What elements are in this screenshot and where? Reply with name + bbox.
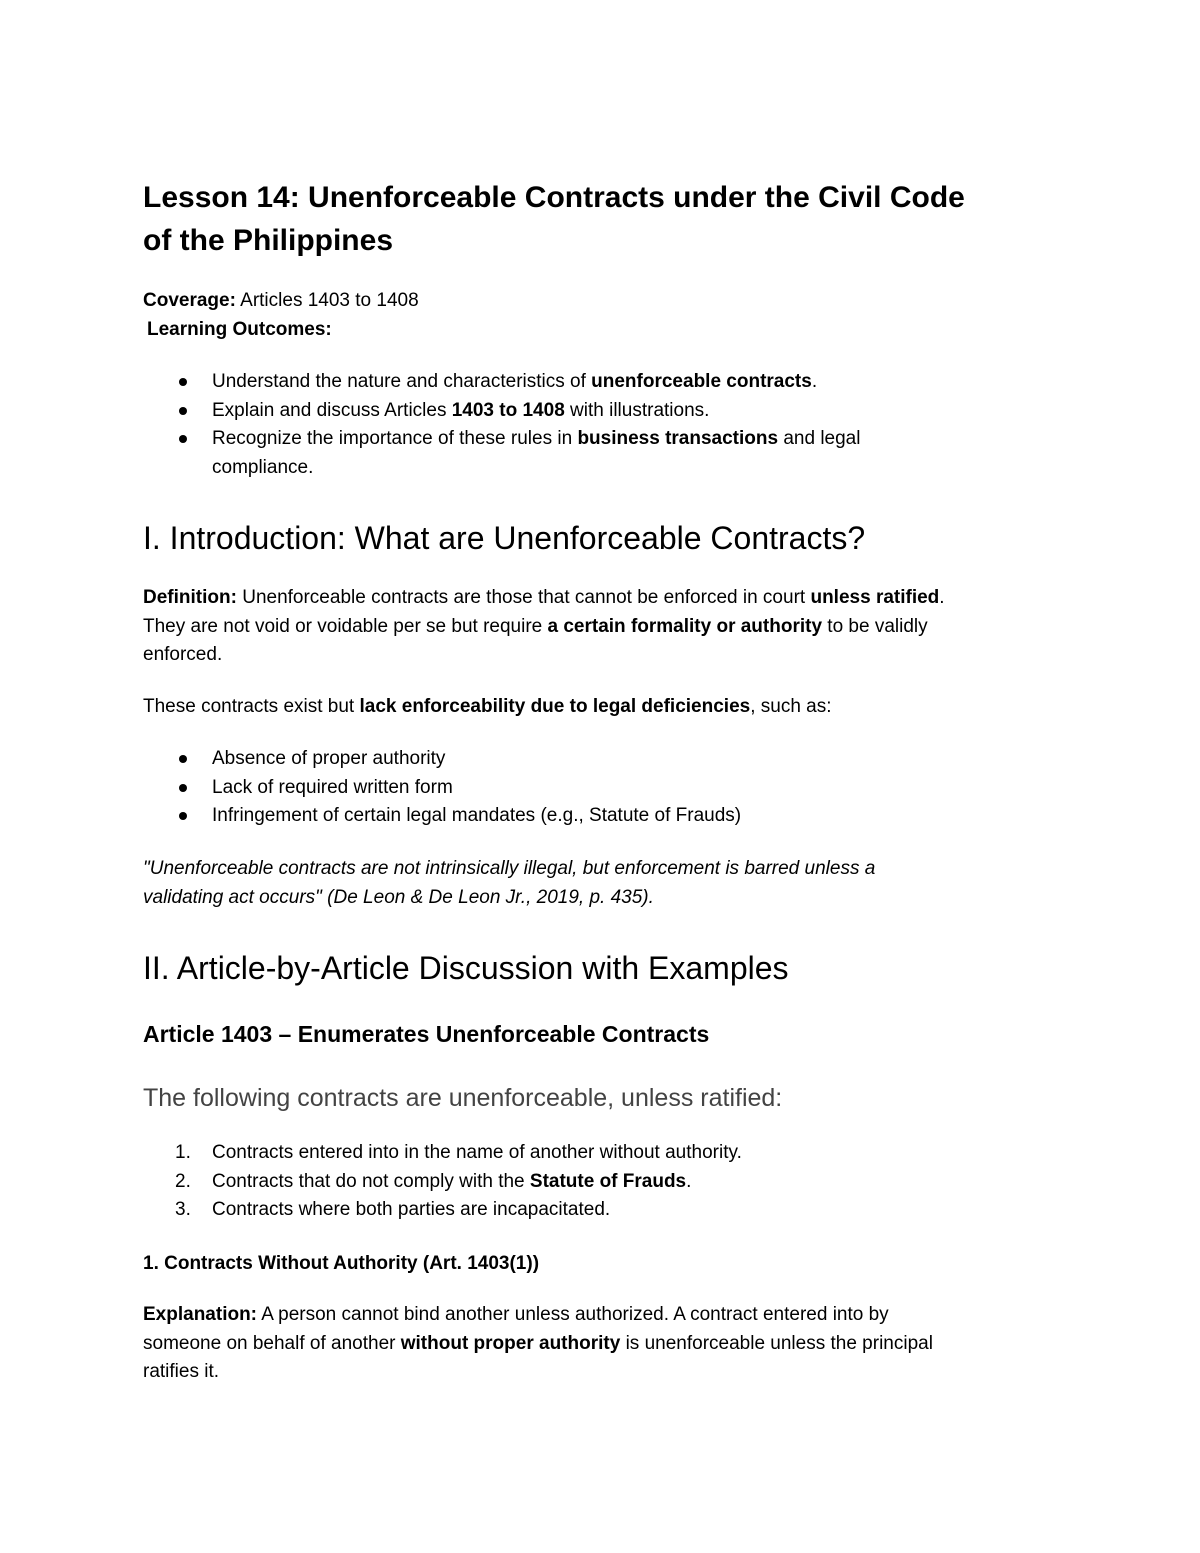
lesson-title: Lesson 14: Unenforceable Contracts under the Civil Code of the Philippines (143, 181, 965, 257)
unenforceable-contracts-list (143, 1139, 1043, 1225)
bullet-icon (179, 378, 187, 386)
bullet-icon (179, 435, 187, 443)
list-item: Understand the nature and characteristics of unenforceable contracts. (143, 368, 1043, 397)
bullet-icon (179, 407, 187, 415)
list-item: Recognize the importance of these rules in business transactions and legal compliance. (143, 425, 1043, 482)
article-1403-subheading: The following contracts are unenforceable, unless ratified: (143, 1084, 783, 1112)
deficiencies-paragraph: These contracts exist but lack enforceability due to legal deficiencies, such as: (143, 696, 832, 717)
deficiencies-list (143, 745, 1043, 831)
list-item: 3. Contracts where both parties are incapacitated. (175, 1199, 611, 1220)
article-1403-heading: Article 1403 – Enumerates Unenforceable Contracts (143, 1021, 710, 1047)
coverage-line: Coverage: Articles 1403 to 1408 (143, 290, 419, 311)
bullet-icon (179, 812, 187, 820)
explanation-paragraph: Explanation: A person cannot bind another unless authorized. A contract entered into by someone on behalf of another without proper authority is unenforceable unless the principal ratifies it. (143, 1304, 933, 1382)
bullet-icon (179, 755, 187, 763)
list-item: Infringement of certain legal mandates (e.g., Statute of Frauds) (143, 802, 1043, 831)
bullet-icon (179, 784, 187, 792)
list-item: Lack of required written form (143, 774, 1043, 803)
list-item: Explain and discuss Articles 1403 to 1408 with illustrations. (143, 397, 1043, 426)
list-item: 2. Contracts that do not comply with the Statute of Frauds. (175, 1170, 692, 1192)
definition-paragraph: Definition: Unenforceable contracts are those that cannot be enforced in court unless ratified. They are not void or voidable per se but require a certain formality or authority to be validly enforced. (143, 587, 945, 665)
section-heading-introduction: I. Introduction: What are Unenforceable Contracts? (143, 520, 866, 556)
subsection-heading-without-authority: 1. Contracts Without Authority (Art. 1403(1)) (143, 1253, 540, 1274)
section-heading-discussion: II. Article-by-Article Discussion with Examples (143, 950, 789, 986)
list-item: 1. Contracts entered into in the name of another without authority. (175, 1142, 742, 1163)
list-item: Absence of proper authority (143, 745, 1043, 774)
learning-outcomes-label: Learning Outcomes: (147, 319, 332, 340)
learning-outcomes-list (143, 368, 1043, 482)
citation-quote: "Unenforceable contracts are not intrinsically illegal, but enforcement is barred unless a validating act occurs" (De Leon & De Leon Jr., 2019, p. 435). (143, 858, 876, 908)
